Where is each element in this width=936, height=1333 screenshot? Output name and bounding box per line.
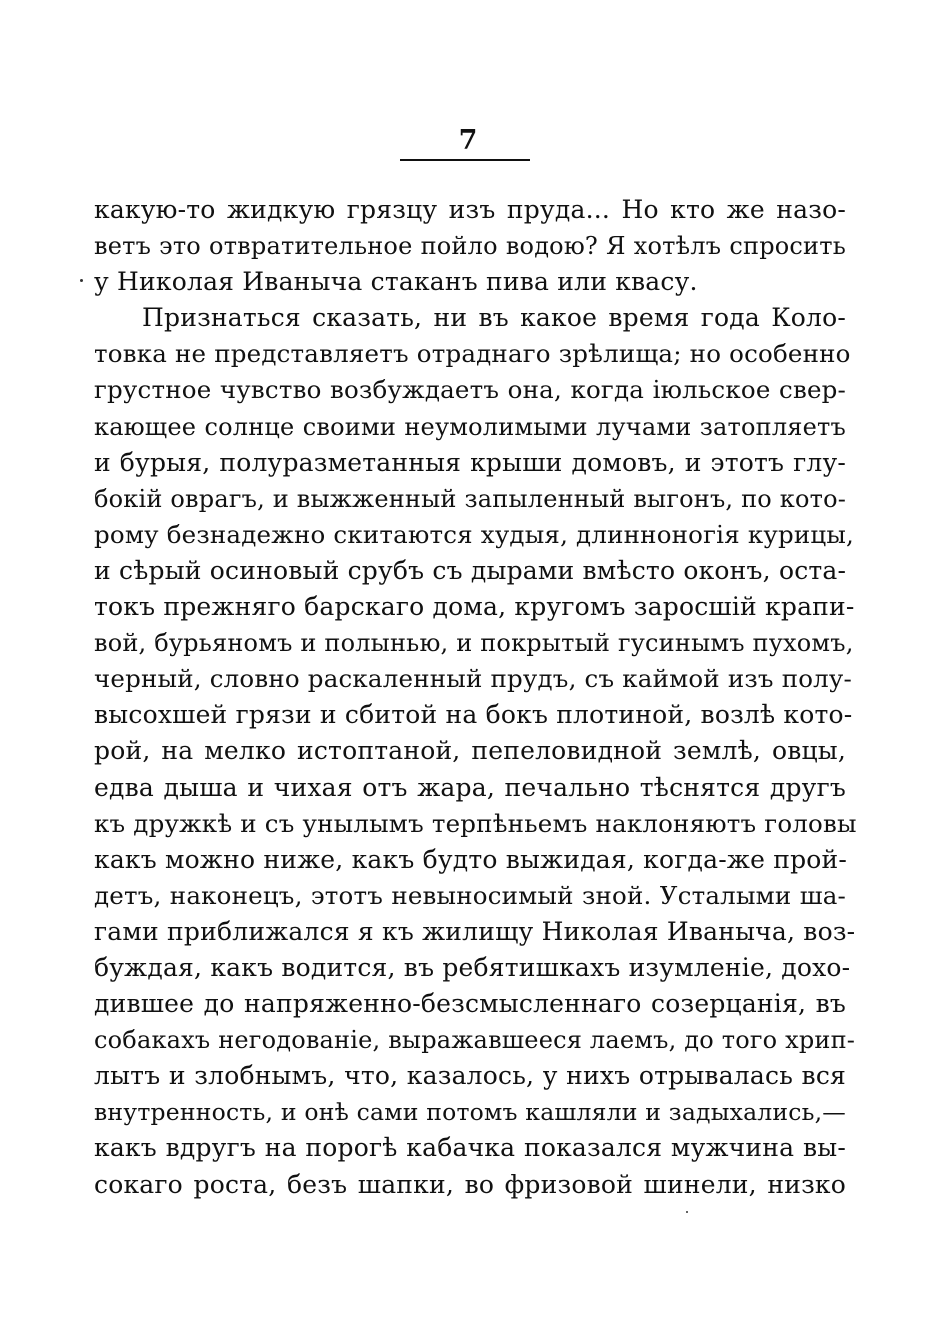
- text-line: дившее до напряженно-безсмысленнаго созерцанія, въ: [94, 989, 846, 1019]
- text-line: токъ прежняго барскаго дома, кругомъ заросшій крапи-: [94, 592, 855, 622]
- text-line: ветъ это отвратительное пойло водою? Я хотѣлъ спросить: [94, 232, 846, 261]
- text-line: сокаго роста, безъ шапки, во фризовой шинели, низко: [94, 1169, 846, 1199]
- text-line: гами приближался я къ жилищу Николая Иваныча, воз-: [94, 916, 856, 946]
- text-line: собакахъ негодованіе, выражавшееся лаемъ, до того хрип-: [94, 1026, 856, 1055]
- text-line: у Николая Иваныча стаканъ пива или квасу.: [94, 267, 698, 297]
- body-text: [94, 192, 857, 1203]
- text-line: едва дыша и чихая отъ жара, печально тѣснятся другъ: [94, 772, 846, 802]
- text-line: и сѣрый осиновый срубъ съ дырами вмѣсто оконъ, оста-: [94, 555, 847, 585]
- text-line: черный, словно раскаленный прудъ, съ каймой изъ полу-: [94, 664, 853, 694]
- header-rule: [400, 159, 530, 161]
- print-speck: [80, 279, 83, 282]
- paragraph-first-line: Признаться сказать, ни въ какое время года Коло-: [142, 303, 846, 333]
- text-line: товка не представляетъ отраднаго зрѣлища; но особенно: [94, 339, 851, 369]
- text-line: къ дружкѣ и съ унылымъ терпѣньемъ наклоняютъ головы: [94, 808, 857, 838]
- text-line: детъ, наконецъ, этотъ невыносимый зной. Усталыми ша-: [94, 880, 846, 910]
- text-line: кающее солнце своими неумолимыми лучами затопляетъ: [94, 412, 846, 441]
- text-line: рому безнадежно скитаются худыя, длинноногія курицы,: [94, 519, 855, 549]
- text-line: вой, бурьяномъ и полынью, и покрытый гусинымъ пухомъ,: [94, 629, 854, 658]
- text-line: какъ можно ниже, какъ будто выжидая, когда-же прой-: [94, 844, 848, 874]
- text-line: буждая, какъ водится, въ ребятишкахъ изумленіе, дохо-: [94, 952, 851, 982]
- print-speck: [686, 1211, 688, 1213]
- text-line: лытъ и злобнымъ, что, казалось, у нихъ отрывалась вся: [94, 1061, 846, 1091]
- text-line: и бурыя, полуразметанныя крыши домовъ, и этотъ глу-: [94, 447, 846, 477]
- page-number: 7: [458, 125, 478, 156]
- text-line: рой, на мелко истоптаной, пепеловидной землѣ, овцы,: [94, 736, 846, 766]
- text-line: какую-то жидкую грязцу изъ пруда... Но кто же назо-: [94, 195, 846, 224]
- text-line: какъ вдругъ на порогѣ кабачка показался мужчина вы-: [94, 1133, 846, 1163]
- text-line: внутренность, и онѣ сами потомъ кашляли и задыхались,—: [94, 1098, 846, 1127]
- text-line: грустное чувство возбуждаетъ она, когда іюльское свер-: [94, 375, 846, 405]
- text-line: бокій оврагъ, и выжженный запыленный выгонъ, по кото-: [94, 484, 847, 513]
- text-line: высохшей грязи и сбитой на бокъ плотиной, возлѣ кото-: [94, 700, 853, 730]
